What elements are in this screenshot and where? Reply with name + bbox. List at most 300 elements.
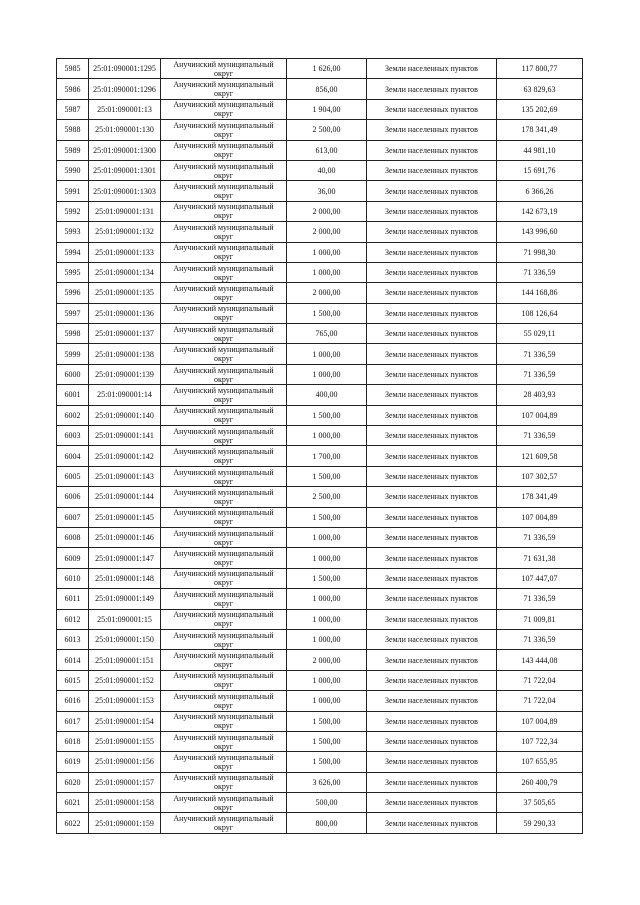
cadastral-value: 142 673,19 [497,201,583,221]
municipality [161,487,287,507]
municipality-line-2: округ [213,823,234,833]
cadastral-number: 25:01:090001:149 [89,589,161,609]
row-number: 6002 [57,405,89,425]
municipality [161,426,287,446]
cadastral-value: 6 366,26 [497,181,583,201]
row-number: 5985 [57,59,89,79]
row-number: 6020 [57,772,89,792]
land-category: Земли населенных пунктов [367,283,497,303]
cadastral-number: 25:01:090001:13 [89,99,161,119]
cadastral-number: 25:01:090001:135 [89,283,161,303]
municipality [161,446,287,466]
area-value: 1 000,00 [287,364,367,384]
table-row [57,752,583,772]
table-row [57,426,583,446]
municipality [161,589,287,609]
municipality-line-1: Анучинский муниципальный [173,610,274,620]
municipality [161,140,287,160]
table-row [57,385,583,405]
row-number: 5994 [57,242,89,262]
table-row [57,344,583,364]
area-value: 1 500,00 [287,568,367,588]
municipality-line-1: Анучинский муниципальный [173,752,274,762]
cadastral-value: 107 722,34 [497,731,583,751]
municipality-line-2: округ [213,313,234,323]
area-value: 400,00 [287,385,367,405]
municipality-line-1: Анучинский муниципальный [173,141,274,151]
land-category: Земли населенных пунктов [367,201,497,221]
municipality [161,813,287,833]
table-row [57,262,583,282]
land-category: Земли населенных пунктов [367,629,497,649]
municipality [161,670,287,690]
land-category: Земли населенных пунктов [367,752,497,772]
cadastral-number: 25:01:090001:1296 [89,79,161,99]
land-category: Земли населенных пунктов [367,548,497,568]
cadastral-value: 108 126,64 [497,303,583,323]
municipality-line-1: Анучинский муниципальный [173,732,274,742]
table-row [57,793,583,813]
row-number: 5988 [57,120,89,140]
cadastral-number: 25:01:090001:143 [89,466,161,486]
municipality [161,650,287,670]
table-row [57,303,583,323]
land-category: Земли населенных пунктов [367,79,497,99]
table-row [57,324,583,344]
row-number: 6012 [57,609,89,629]
municipality-line-1: Анучинский муниципальный [173,528,274,538]
municipality [161,283,287,303]
cadastral-number: 25:01:090001:139 [89,364,161,384]
municipality-line-2: округ [213,150,234,160]
municipality-line-2: округ [213,68,234,78]
municipality [161,527,287,547]
municipality-line-2: округ [213,374,234,384]
municipality [161,120,287,140]
municipality-line-1: Анучинский муниципальный [173,304,274,314]
cadastral-number: 25:01:090001:144 [89,487,161,507]
municipality-line-2: округ [213,476,234,486]
area-value: 2 000,00 [287,283,367,303]
municipality [161,772,287,792]
row-number: 6000 [57,364,89,384]
cadastral-number: 25:01:090001:1301 [89,160,161,180]
municipality-line-1: Анучинский муниципальный [173,447,274,457]
cadastral-number: 25:01:090001:131 [89,201,161,221]
table-row [57,446,583,466]
cadastral-value: 107 655,95 [497,752,583,772]
table-row [57,731,583,751]
land-category: Земли населенных пунктов [367,589,497,609]
cadastral-value: 144 168,86 [497,283,583,303]
area-value: 1 000,00 [287,548,367,568]
municipality-line-1: Анучинский муниципальный [173,202,274,212]
row-number: 6005 [57,466,89,486]
municipality-line-1: Анучинский муниципальный [173,508,274,518]
area-value: 1 500,00 [287,303,367,323]
municipality [161,629,287,649]
land-category: Земли населенных пунктов [367,59,497,79]
cadastral-value: 59 290,33 [497,813,583,833]
municipality-line-2: округ [213,680,234,690]
table-row [57,201,583,221]
area-value: 1 500,00 [287,731,367,751]
area-value: 1 000,00 [287,589,367,609]
land-category: Земли населенных пунктов [367,650,497,670]
area-value: 500,00 [287,793,367,813]
land-category: Земли населенных пунктов [367,324,497,344]
municipality-line-1: Анучинский муниципальный [173,385,274,395]
cadastral-value: 178 341,49 [497,120,583,140]
row-number: 5991 [57,181,89,201]
cadastral-value: 121 609,58 [497,446,583,466]
municipality-line-1: Анучинский муниципальный [173,691,274,701]
cadastral-value: 107 004,89 [497,507,583,527]
table-row [57,629,583,649]
municipality [161,405,287,425]
area-value: 1 500,00 [287,711,367,731]
cadastral-number: 25:01:090001:134 [89,262,161,282]
municipality-line-2: округ [213,456,234,466]
municipality [161,262,287,282]
area-value: 1 000,00 [287,426,367,446]
cadastral-value: 71 631,38 [497,548,583,568]
row-number: 5995 [57,262,89,282]
land-category: Земли населенных пунктов [367,813,497,833]
area-value: 765,00 [287,324,367,344]
cadastral-number: 25:01:090001:146 [89,527,161,547]
municipality-line-2: округ [213,333,234,343]
row-number: 6004 [57,446,89,466]
document-page [56,58,583,834]
cadastral-value: 71 336,59 [497,364,583,384]
land-category: Земли населенных пунктов [367,772,497,792]
cadastral-number: 25:01:090001:147 [89,548,161,568]
table-row [57,59,583,79]
municipality [161,181,287,201]
area-value: 1 904,00 [287,99,367,119]
municipality-line-2: округ [213,598,234,608]
land-category: Земли населенных пунктов [367,691,497,711]
area-value: 2 000,00 [287,650,367,670]
row-number: 5987 [57,99,89,119]
area-value: 1 000,00 [287,670,367,690]
table-row [57,487,583,507]
municipality-line-1: Анучинский муниципальный [173,671,274,681]
cadastral-value: 107 447,07 [497,568,583,588]
cadastral-value: 107 004,89 [497,711,583,731]
municipality-line-2: округ [213,292,234,302]
table-row [57,772,583,792]
area-value: 1 626,00 [287,59,367,79]
municipality-line-2: округ [213,170,234,180]
municipality-line-2: округ [213,415,234,425]
row-number: 6017 [57,711,89,731]
cadastral-number: 25:01:090001:158 [89,793,161,813]
cadastral-value: 260 400,79 [497,772,583,792]
municipality-line-2: округ [213,700,234,710]
cadastral-value: 71 009,81 [497,609,583,629]
cadastral-number: 25:01:090001:1300 [89,140,161,160]
row-number: 5989 [57,140,89,160]
table-row [57,99,583,119]
cadastral-value: 71 336,59 [497,589,583,609]
cadastral-number: 25:01:090001:151 [89,650,161,670]
cadastral-value: 71 722,04 [497,691,583,711]
table-row [57,405,583,425]
municipality [161,242,287,262]
cadastral-value: 37 505,65 [497,793,583,813]
municipality-line-1: Анучинский муниципальный [173,487,274,497]
table-row [57,181,583,201]
cadastral-number: 25:01:090001:148 [89,568,161,588]
row-number: 5996 [57,283,89,303]
area-value: 40,00 [287,160,367,180]
municipality-line-2: округ [213,517,234,527]
cadastral-value: 71 722,04 [497,670,583,690]
cadastral-number: 25:01:090001:154 [89,711,161,731]
land-category: Земли населенных пунктов [367,670,497,690]
table-row [57,589,583,609]
land-category: Земли населенных пунктов [367,609,497,629]
cadastral-number: 25:01:090001:138 [89,344,161,364]
area-value: 1 000,00 [287,691,367,711]
row-number: 6003 [57,426,89,446]
area-value: 1 500,00 [287,466,367,486]
cadastral-number: 25:01:090001:137 [89,324,161,344]
municipality-line-1: Анучинский муниципальный [173,467,274,477]
area-value: 2 000,00 [287,222,367,242]
municipality [161,507,287,527]
table-row [57,364,583,384]
row-number: 6008 [57,527,89,547]
municipality-line-1: Анучинский муниципальный [173,651,274,661]
land-category: Земли населенных пунктов [367,568,497,588]
row-number: 6019 [57,752,89,772]
land-category: Земли населенных пунктов [367,242,497,262]
cadastral-number: 25:01:090001:141 [89,426,161,446]
municipality-line-1: Анучинский муниципальный [173,773,274,783]
table-row [57,79,583,99]
area-value: 1 000,00 [287,527,367,547]
cadastral-number: 25:01:090001:153 [89,691,161,711]
area-value: 2 000,00 [287,201,367,221]
municipality [161,160,287,180]
area-value: 1 000,00 [287,629,367,649]
municipality-line-2: округ [213,211,234,221]
cadastral-value: 28 403,93 [497,385,583,405]
cadastral-number: 25:01:090001:157 [89,772,161,792]
municipality-line-2: округ [213,129,234,139]
cadastral-number: 25:01:090001:15 [89,609,161,629]
municipality-line-2: округ [213,252,234,262]
land-category: Земли населенных пунктов [367,364,497,384]
land-category: Земли населенных пунктов [367,711,497,731]
municipality-line-2: округ [213,272,234,282]
municipality-line-2: округ [213,435,234,445]
table-row [57,222,583,242]
cadastral-value: 71 336,59 [497,629,583,649]
row-number: 6010 [57,568,89,588]
municipality-line-2: округ [213,558,234,568]
municipality [161,752,287,772]
cadastral-number: 25:01:090001:1295 [89,59,161,79]
cadastral-number: 25:01:090001:152 [89,670,161,690]
area-value: 1 000,00 [287,344,367,364]
municipality-line-2: округ [213,782,234,792]
land-category: Земли населенных пунктов [367,181,497,201]
cadastral-number: 25:01:090001:133 [89,242,161,262]
area-value: 36,00 [287,181,367,201]
municipality-line-1: Анучинский муниципальный [173,426,274,436]
municipality [161,201,287,221]
cadastral-number: 25:01:090001:155 [89,731,161,751]
municipality-line-2: округ [213,354,234,364]
cadastral-value: 71 336,59 [497,527,583,547]
municipality-line-1: Анучинский муниципальный [173,549,274,559]
cadastral-value: 107 302,57 [497,466,583,486]
municipality [161,324,287,344]
cadastral-value: 117 800,77 [497,59,583,79]
municipality-line-1: Анучинский муниципальный [173,182,274,192]
cadastral-number: 25:01:090001:142 [89,446,161,466]
municipality-line-2: округ [213,721,234,731]
cadastral-value: 71 336,59 [497,344,583,364]
table-row [57,670,583,690]
land-category: Земли населенных пунктов [367,446,497,466]
land-category: Земли населенных пунктов [367,793,497,813]
cadastral-number: 25:01:090001:150 [89,629,161,649]
municipality-line-1: Анучинский муниципальный [173,814,274,824]
land-category: Земли населенных пунктов [367,222,497,242]
area-value: 2 500,00 [287,487,367,507]
municipality-line-2: округ [213,619,234,629]
municipality-line-2: округ [213,578,234,588]
row-number: 6009 [57,548,89,568]
land-category: Земли населенных пунктов [367,507,497,527]
municipality [161,99,287,119]
municipality-line-1: Анучинский муниципальный [173,589,274,599]
row-number: 6018 [57,731,89,751]
row-number: 6016 [57,691,89,711]
table-row [57,507,583,527]
municipality [161,59,287,79]
land-category: Земли населенных пунктов [367,120,497,140]
row-number: 6021 [57,793,89,813]
table-row [57,609,583,629]
land-category: Земли населенных пунктов [367,731,497,751]
table-row [57,650,583,670]
row-number: 5993 [57,222,89,242]
municipality-line-2: округ [213,231,234,241]
cadastral-value: 143 444,08 [497,650,583,670]
municipality-line-1: Анучинский муниципальный [173,630,274,640]
municipality [161,364,287,384]
row-number: 5999 [57,344,89,364]
municipality-line-1: Анучинский муниципальный [173,569,274,579]
cadastral-number: 25:01:090001:136 [89,303,161,323]
municipality [161,711,287,731]
municipality [161,609,287,629]
area-value: 1 700,00 [287,446,367,466]
row-number: 6011 [57,589,89,609]
area-value: 2 500,00 [287,120,367,140]
cadastral-value: 178 341,49 [497,487,583,507]
cadastral-number: 25:01:090001:156 [89,752,161,772]
area-value: 1 500,00 [287,405,367,425]
land-category: Земли населенных пунктов [367,385,497,405]
land-category: Земли населенных пунктов [367,140,497,160]
cadastral-value: 71 998,30 [497,242,583,262]
table-row [57,120,583,140]
land-category: Земли населенных пунктов [367,303,497,323]
municipality-line-2: округ [213,639,234,649]
table-row [57,527,583,547]
land-category: Земли населенных пунктов [367,426,497,446]
land-category: Земли населенных пунктов [367,466,497,486]
cadastral-value: 135 202,69 [497,99,583,119]
table-body [57,59,583,834]
table-row [57,813,583,833]
cadastral-number: 25:01:090001:1303 [89,181,161,201]
table-row [57,160,583,180]
row-number: 6001 [57,385,89,405]
municipality-line-1: Анучинский муниципальный [173,283,274,293]
area-value: 1 500,00 [287,507,367,527]
cadastral-value: 71 336,59 [497,426,583,446]
area-value: 800,00 [287,813,367,833]
land-category: Земли населенных пунктов [367,405,497,425]
cadastral-value: 55 029,11 [497,324,583,344]
municipality-line-1: Анучинский муниципальный [173,263,274,273]
land-category: Земли населенных пунктов [367,262,497,282]
row-number: 6007 [57,507,89,527]
municipality [161,385,287,405]
cadastral-number: 25:01:090001:130 [89,120,161,140]
row-number: 6014 [57,650,89,670]
area-value: 1 000,00 [287,262,367,282]
row-number: 6013 [57,629,89,649]
municipality [161,344,287,364]
municipality [161,466,287,486]
municipality-line-1: Анучинский муниципальный [173,793,274,803]
cadastral-value: 71 336,59 [497,262,583,282]
cadastral-number: 25:01:090001:159 [89,813,161,833]
cadastral-number: 25:01:090001:140 [89,405,161,425]
row-number: 5992 [57,201,89,221]
municipality [161,79,287,99]
municipality [161,222,287,242]
municipality [161,691,287,711]
municipality-line-2: округ [213,109,234,119]
area-value: 1 500,00 [287,752,367,772]
municipality-line-1: Анучинский муниципальный [173,243,274,253]
row-number: 5986 [57,79,89,99]
municipality-line-2: округ [213,191,234,201]
municipality-line-2: округ [213,496,234,506]
cadastral-number: 25:01:090001:145 [89,507,161,527]
municipality [161,793,287,813]
municipality-line-2: округ [213,761,234,771]
municipality-line-2: округ [213,394,234,404]
municipality-line-2: округ [213,89,234,99]
municipality-line-1: Анучинский муниципальный [173,100,274,110]
table-row [57,140,583,160]
cadastral-value: 15 691,76 [497,160,583,180]
row-number: 6006 [57,487,89,507]
municipality [161,303,287,323]
row-number: 5998 [57,324,89,344]
